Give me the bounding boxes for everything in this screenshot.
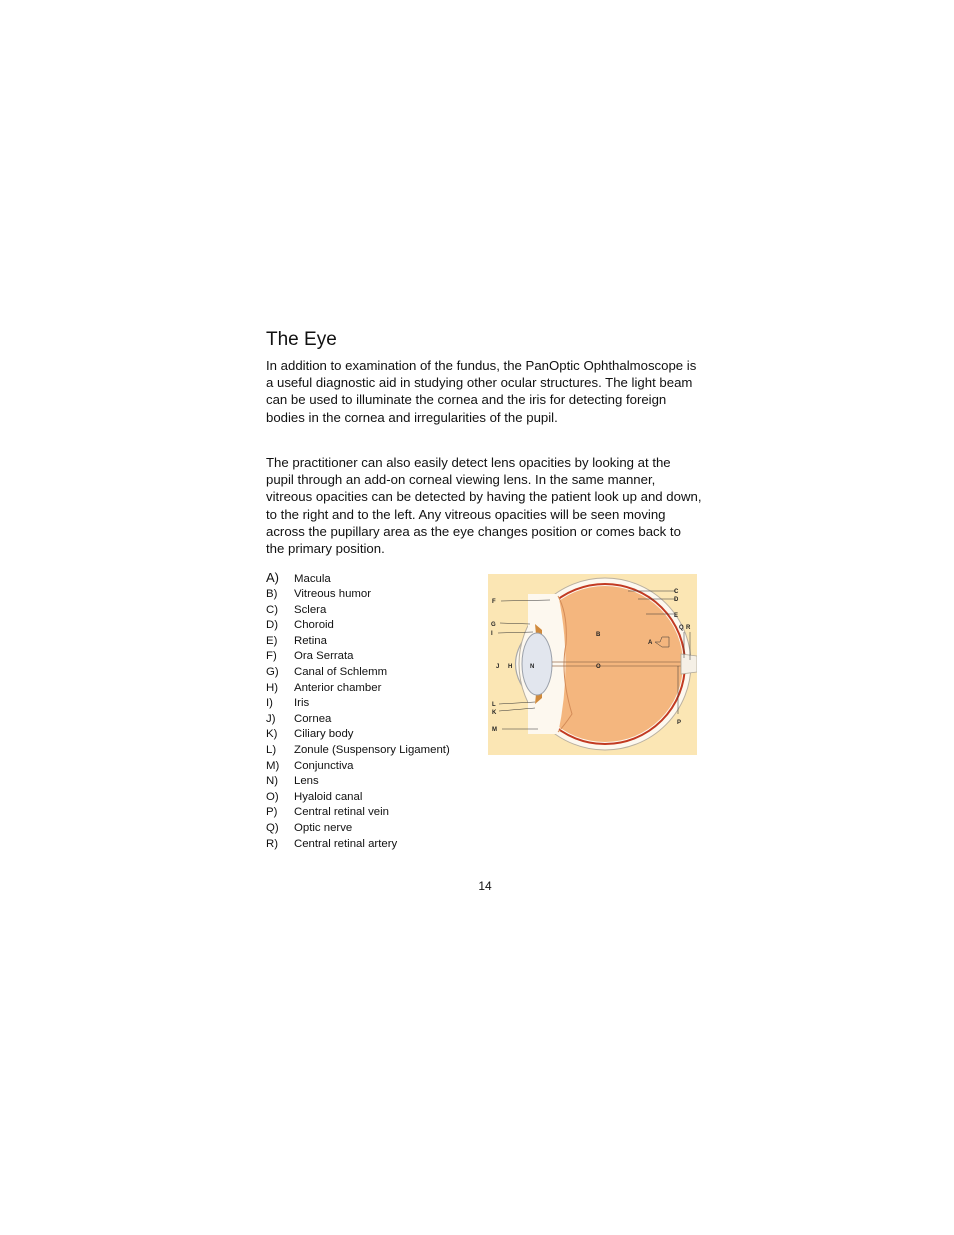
legend-letter: H) [266,681,279,694]
diagram-label-d: D [674,597,679,603]
legend-letter: L) [266,743,277,756]
legend-item [266,805,486,821]
legend-label: Retina [294,634,327,647]
page-title: The Eye [266,329,337,350]
legend-letter: J) [266,712,276,725]
legend-item [266,696,486,712]
legend-item [266,837,486,853]
legend-letter: Q) [266,821,279,834]
legend-letter: N) [266,775,279,788]
legend-item [266,665,486,681]
legend-letter: A) [266,570,279,585]
legend-label: Anterior chamber [294,681,382,694]
legend-item [266,727,486,743]
legend-label: Cornea [294,712,332,725]
anatomy-legend [266,569,486,852]
lens-shape [522,633,552,695]
diagram-label-q: Q [679,625,684,631]
legend-label: Zonule (Suspensory Ligament) [294,743,450,756]
legend-label: Vitreous humor [294,588,372,600]
legend-label: Central retinal artery [294,837,398,850]
legend-item [266,790,486,806]
diagram-label-j: J [496,664,500,670]
eye-cross-section-diagram [488,574,697,755]
legend-label: Sclera [294,603,327,616]
diagram-label-n: N [530,664,535,670]
legend-letter: F) [266,650,277,663]
legend-item [266,759,486,775]
page-number: 14 [478,879,492,893]
legend-label: Canal of Schlemm [294,665,388,678]
legend-letter: K) [266,728,278,741]
legend-label: Ora Serrata [294,650,354,663]
legend-letter: R) [266,837,279,850]
legend-item [266,821,486,837]
legend-letter: D) [266,619,279,632]
legend-item [266,618,486,634]
diagram-label-h: H [508,664,513,670]
diagram-label-b: B [596,632,601,638]
legend-letter: O) [266,790,279,803]
legend-label: Central retinal vein [294,806,389,819]
legend-item [266,603,486,619]
legend-letter: M) [266,759,280,772]
diagram-label-m: M [492,727,497,733]
legend-label: Hyaloid canal [294,790,363,803]
legend-label: Ciliary body [294,728,354,741]
diagram-label-o: O [596,664,601,670]
legend-label: Conjunctiva [294,759,354,772]
legend-letter: E) [266,634,278,647]
legend-letter: B) [266,588,278,600]
legend-letter: G) [266,665,279,678]
legend-item [266,569,486,587]
legend-label: Choroid [294,619,334,632]
optic-nerve-shape [681,654,697,674]
diagram-label-r: R [686,625,691,631]
diagram-label-f: F [492,599,496,605]
diagram-label-k: K [492,710,497,716]
legend-letter: C) [266,603,279,616]
paragraph-opacities: The practitioner can also easily detect lens opacities by looking at the pupil through an add-on corneal viewing lens. In the same manner, vitreous opacities can be detected by having the patient look up and down, to the right and to the left. Any vitreous opacities will be seen moving across the pupillary area as the eye changes position or comes back to the primary position. [266,455,702,557]
legend-item [266,774,486,790]
legend-label: Lens [294,775,319,788]
legend-item [266,634,486,650]
legend-item [266,649,486,665]
legend-label: Macula [294,573,331,585]
legend-label: Iris [294,697,310,710]
diagram-label-i: I [491,631,493,637]
legend-item [266,587,486,603]
legend-item [266,743,486,759]
legend-item [266,681,486,697]
diagram-label-g: G [491,622,496,628]
diagram-label-l: L [492,702,496,708]
legend-letter: P) [266,806,278,819]
legend-letter: I) [266,697,273,710]
diagram-label-a: A [648,640,653,646]
paragraph-intro: In addition to examination of the fundus, the PanOptic Ophthalmoscope is a useful diagnostic aid in studying other ocular structures. The light beam can be used to illuminate the cornea and the iris for detecting foreign bodies in the cornea and irregularities of the pupil. [266,358,697,425]
legend-label: Optic nerve [294,821,353,834]
diagram-label-e: E [674,613,679,619]
diagram-label-p: P [677,720,682,726]
diagram-label-c: C [674,589,679,595]
legend-item [266,712,486,728]
